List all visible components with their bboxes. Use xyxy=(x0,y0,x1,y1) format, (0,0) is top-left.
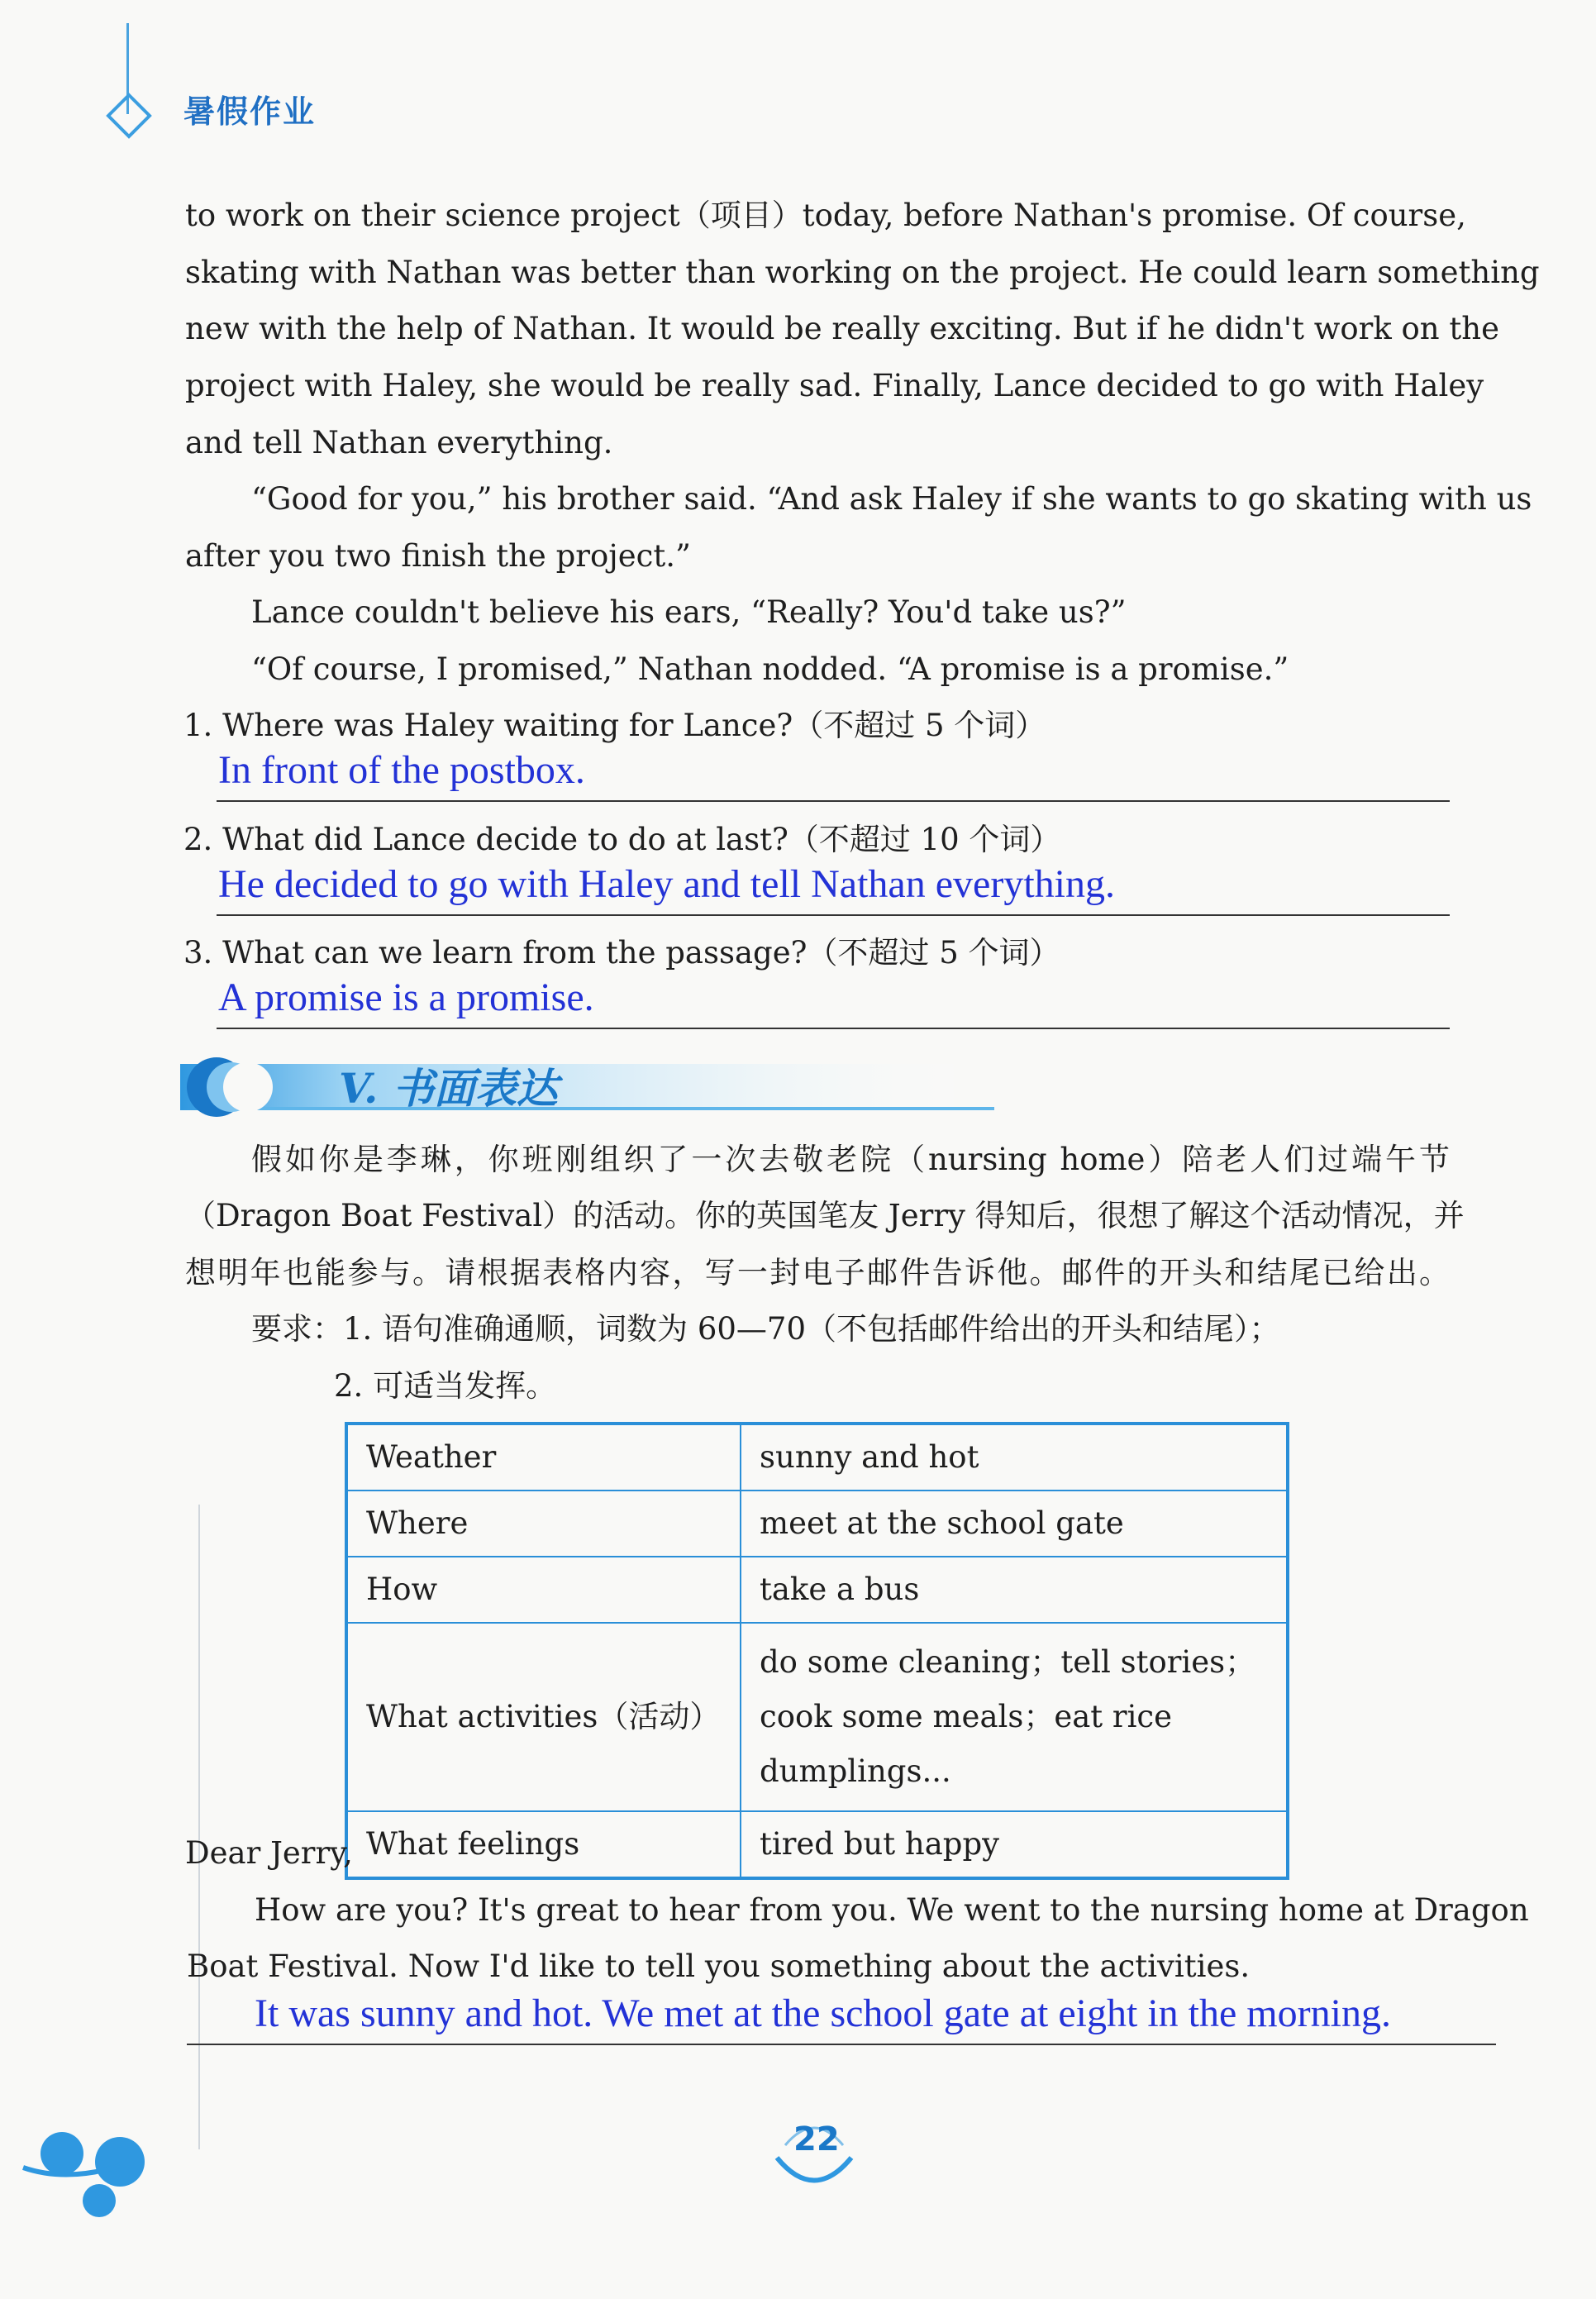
prompt-line: （Dragon Boat Festival）的活动。你的英国笔友 Jerry 得知后，很想了解这个活动情况，并 xyxy=(185,1198,1465,1233)
passage-line: project with Haley, she would be really sad. Finally, Lance decided to go with Haley xyxy=(185,368,1484,403)
passage-line: to work on their science project（项目）today, before Nathan's promise. Of course, xyxy=(185,198,1466,233)
table-row xyxy=(346,1811,1288,1878)
prompt-requirement: 要求：1. 语句准确通顺，词数为 60—70（不包括邮件给出的开头和结尾）； xyxy=(251,1311,1280,1347)
table-key: Where xyxy=(346,1491,741,1557)
table-value: tired but happy xyxy=(741,1811,1288,1878)
passage-line: “Good for you,” his brother said. “And ask Haley if she wants to go skating with us xyxy=(251,481,1532,517)
table-row xyxy=(346,1424,1288,1491)
table-key: What activities（活动） xyxy=(346,1623,741,1811)
table-key: How xyxy=(346,1557,741,1623)
answer-line xyxy=(217,800,1450,802)
prompt-requirement: 2. 可适当发挥。 xyxy=(334,1368,557,1404)
section-banner xyxy=(180,1054,994,1120)
page-number: 22 xyxy=(793,2120,840,2158)
letter-answer: It was sunny and hot. We met at the school gate at eight in the morning. xyxy=(255,1991,1391,2035)
table-value: sunny and hot xyxy=(741,1424,1288,1491)
margin-line xyxy=(198,1505,200,2149)
passage-line: Lance couldn't believe his ears, “Really? You'd take us?” xyxy=(251,594,1127,630)
table-row xyxy=(346,1623,1288,1811)
prompt-line: 假如你是李琳，你班刚组织了一次去敬老院（nursing home）陪老人们过端午节 xyxy=(251,1142,1450,1177)
letter-line: Boat Festival. Now I'd like to tell you something about the activities. xyxy=(187,1948,1251,1984)
passage-line: after you two finish the project.” xyxy=(185,538,691,574)
table-key: Weather xyxy=(346,1424,741,1491)
table-row xyxy=(346,1491,1288,1557)
question-1: 1. Where was Haley waiting for Lance?（不超过 5 个词） xyxy=(183,708,1046,743)
answer-1: In front of the postbox. xyxy=(218,748,585,792)
table-value: do some cleaning；tell stories；cook some meals；eat rice dumplings... xyxy=(741,1623,1288,1811)
passage-line: and tell Nathan everything. xyxy=(185,425,613,460)
answer-3: A promise is a promise. xyxy=(218,975,594,1019)
section-title: V. 书面表达 xyxy=(339,1064,558,1113)
answer-2: He decided to go with Haley and tell Nathan everything. xyxy=(218,862,1115,906)
passage-line: new with the help of Nathan. It would be really exciting. But if he didn't work on the xyxy=(185,311,1499,346)
question-3: 3. What can we learn from the passage?（不超过 5 个词） xyxy=(183,935,1060,971)
passage-line: skating with Nathan was better than working on the project. He could learn something xyxy=(185,255,1540,290)
table-key: What feelings xyxy=(346,1811,741,1878)
table-value: take a bus xyxy=(741,1557,1288,1623)
info-table xyxy=(345,1422,1289,1880)
letter-line: How are you? It's great to hear from you. We went to the nursing home at Dragon xyxy=(255,1892,1529,1928)
answer-line xyxy=(187,2044,1496,2045)
prompt-line: 想明年也能参与。请根据表格内容，写一封电子邮件告诉他。邮件的开头和结尾已给出。 xyxy=(185,1255,1450,1290)
table-value: meet at the school gate xyxy=(741,1491,1288,1557)
answer-line xyxy=(217,914,1450,916)
diamond-icon xyxy=(106,93,152,139)
letter-greeting: Dear Jerry, xyxy=(185,1835,353,1871)
question-2: 2. What did Lance decide to do at last?（不超过 10 个词） xyxy=(183,822,1061,857)
passage-line: “Of course, I promised,” Nathan nodded. “A promise is a promise.” xyxy=(251,651,1289,687)
header-title: 暑假作业 xyxy=(183,93,317,130)
answer-line xyxy=(217,1028,1450,1029)
footer-dots-icon xyxy=(17,2125,165,2224)
table-row xyxy=(346,1557,1288,1623)
